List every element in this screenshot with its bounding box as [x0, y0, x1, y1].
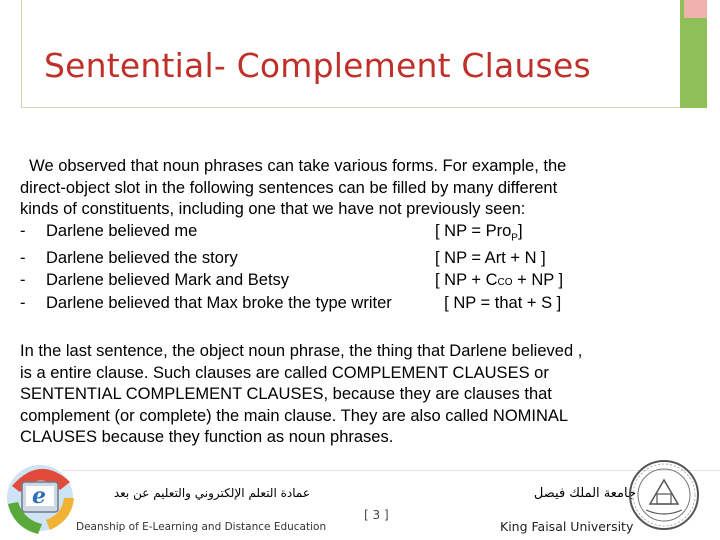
- example-row: [20, 221, 660, 249]
- paragraph-block: [20, 341, 660, 449]
- page-number: [ 3 ]: [364, 508, 389, 522]
- example-rule: [ NP = Pro$_P$]: [435, 221, 523, 243]
- elearning-logo-icon: [2, 456, 80, 538]
- slide-title: Sentential- Complement Clauses: [44, 46, 591, 85]
- paragraph-line: In the last sentence, the object noun phrase, the thing that Darlene believed ,: [20, 342, 583, 360]
- decorative-vertical-line: [21, 0, 22, 108]
- example-rule: [ NP = Art + N ]: [435, 249, 546, 268]
- example-dash: -: [20, 270, 26, 289]
- example-row: [20, 293, 660, 315]
- intro-line: kinds of constituents, including one that we have not previously seen:: [20, 200, 526, 218]
- logo-letter: e: [32, 483, 46, 509]
- example-sentence: Darlene believed the story: [46, 249, 238, 268]
- example-rule: [ NP + CCO + NP ]: [435, 270, 564, 289]
- university-arabic: جامعة الملك فيصل: [533, 486, 636, 501]
- paragraph-line: complement (or complete) the main clause. They are also called NOMINAL: [20, 406, 569, 425]
- example-dash: -: [20, 294, 26, 313]
- deanship-arabic: عمادة التعلم الإلكتروني والتعليم عن بعد: [113, 486, 310, 500]
- example-row: [20, 270, 660, 294]
- paragraph-line: SENTENTIAL COMPLEMENT CLAUSES, because they are clauses that: [20, 385, 552, 403]
- university-seal-icon: [626, 456, 702, 534]
- example-row: [20, 248, 660, 270]
- example-dash: -: [20, 221, 26, 240]
- decorative-pink-block: [684, 0, 707, 18]
- paragraph-line: is a entire clause. Such clauses are called COMPLEMENT CLAUSES or: [20, 363, 549, 382]
- intro-line: direct-object slot in the following sentences can be filled by many different: [20, 178, 558, 197]
- example-sentence: Darlene believed that Max broke the type writer: [46, 294, 392, 313]
- example-dash: -: [20, 249, 26, 268]
- university-english: King Faisal University: [500, 519, 634, 534]
- example-rule: [ NP = that + S ]: [435, 294, 562, 313]
- example-sentence: Darlene believed Mark and Betsy: [46, 270, 290, 289]
- intro-line: We observed that noun phrases can take various forms. For example, the: [20, 157, 567, 175]
- decorative-horizontal-line: [21, 107, 707, 108]
- footer-divider: [62, 470, 720, 471]
- example-sentence: Darlene believed me: [46, 221, 198, 240]
- intro-block: [20, 156, 660, 315]
- paragraph-line: CLAUSES because they function as noun phrases.: [20, 428, 394, 446]
- deanship-english: Deanship of E-Learning and Distance Education: [76, 521, 327, 533]
